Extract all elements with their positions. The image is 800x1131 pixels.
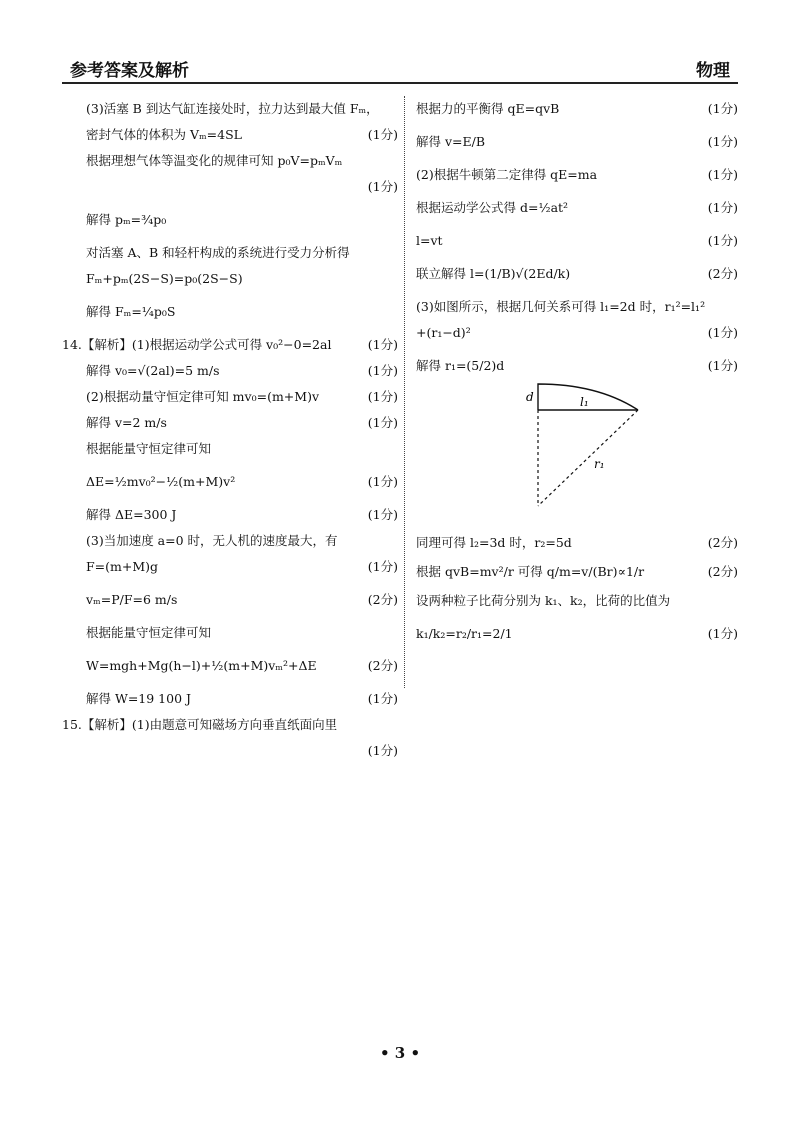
answer-text: 解得 v=2 m/s — [86, 415, 167, 430]
answer-text: W=mgh+Mg(h−l)+½(m+M)vₘ²+ΔE — [86, 658, 317, 673]
answer-line — [416, 294, 738, 320]
answer-text: 同理可得 l₂=3d 时，r₂=5d — [416, 535, 572, 550]
answer-text: ΔE=½mv₀²−½(m+M)v² — [86, 474, 236, 489]
label-d: d — [526, 390, 534, 404]
score-label: (1分) — [367, 363, 398, 378]
answer-text: 根据能量守恒定律可知 — [86, 441, 212, 456]
answer-line — [62, 462, 398, 502]
score-label: (2分) — [367, 658, 398, 673]
geometry-figure — [518, 380, 648, 512]
answer-line — [416, 188, 738, 228]
answer-line — [62, 646, 398, 686]
score-label: (1分) — [707, 358, 738, 373]
answer-line — [62, 620, 398, 646]
answer-line — [416, 588, 738, 614]
score-label: (2分) — [707, 535, 738, 550]
answer-line — [62, 436, 398, 462]
answer-line — [62, 410, 398, 436]
header-title: 参考答案及解析 — [70, 61, 189, 81]
answer-line — [62, 580, 398, 620]
answer-line — [62, 528, 398, 554]
page-number: • 3 • — [379, 1044, 421, 1062]
right-column — [416, 96, 738, 386]
right-column-bottom — [416, 530, 738, 654]
score-label: (1分) — [367, 415, 398, 430]
answer-line — [62, 240, 398, 266]
answer-text: 解得 v₀=√(2al)=5 m/s — [86, 363, 220, 378]
score-label: (1分) — [367, 691, 398, 706]
answer-line — [62, 502, 398, 528]
answer-text: l=vt — [416, 233, 443, 248]
score-label: (1分) — [707, 233, 738, 248]
answer-line — [62, 174, 398, 200]
answer-text: 根据 qvB=mv²/r 可得 q/m=v/(Br)∝1/r — [416, 564, 645, 579]
answer-text: 解得 r₁=(5/2)d — [416, 358, 505, 373]
answer-line — [416, 96, 738, 122]
answer-text: 联立解得 l=(1/B)√(2Ed/k) — [416, 266, 571, 281]
answer-line — [62, 292, 398, 332]
answer-line — [62, 266, 398, 292]
answer-text: (2)根据动量守恒定律可知 mv₀=(m+M)v — [86, 389, 320, 404]
answer-line — [62, 358, 398, 384]
label-r1: r₁ — [594, 457, 605, 471]
answer-line — [62, 554, 398, 580]
score-label: (1分) — [707, 101, 738, 116]
score-label: (1分) — [367, 127, 398, 142]
answer-line — [62, 686, 398, 712]
answer-line — [62, 384, 398, 410]
answer-text: 密封气体的体积为 Vₘ=4SL — [86, 127, 242, 142]
answer-text: 设两种粒子比荷分别为 k₁、k₂，比荷的比值为 — [416, 593, 671, 608]
answer-line — [62, 200, 398, 240]
score-label: (1分) — [367, 337, 398, 352]
score-label: (1分) — [707, 200, 738, 215]
column-divider — [404, 96, 405, 688]
score-label: (1分) — [707, 626, 738, 641]
answer-line — [416, 254, 738, 294]
answer-line — [62, 712, 398, 738]
answer-text: 解得 Fₘ=¼p₀S — [86, 304, 176, 319]
answer-text: Fₘ+pₘ(2S−S)=p₀(2S−S) — [86, 271, 243, 286]
answer-text: 根据运动学公式得 d=½at² — [416, 200, 569, 215]
answer-text: k₁/k₂=r₂/r₁=2/1 — [416, 626, 513, 641]
score-label: (1分) — [367, 389, 398, 404]
answer-text: (2)根据牛顿第二定律得 qE=ma — [416, 167, 598, 182]
answer-line — [416, 614, 738, 654]
answer-text: vₘ=P/F=6 m/s — [86, 592, 178, 607]
answer-text: 14.【解析】(1)根据运动学公式可得 v₀²−0=2al — [62, 337, 332, 352]
radius-r1-dashed — [538, 410, 638, 506]
score-label: (1分) — [367, 743, 398, 758]
answer-line — [62, 738, 398, 764]
answer-line — [62, 96, 398, 122]
answer-text: 根据能量守恒定律可知 — [86, 625, 212, 640]
page-header — [62, 52, 738, 84]
answer-line — [416, 556, 738, 588]
answer-text: (3)活塞 B 到达气缸连接处时，拉力达到最大值 Fₘ， — [86, 101, 379, 116]
answer-line — [416, 162, 738, 188]
answer-text: (3)当加速度 a=0 时，无人机的速度最大，有 — [86, 533, 338, 548]
answer-text: 解得 W=19 100 J — [86, 691, 192, 706]
answer-line — [416, 320, 738, 346]
answer-line — [62, 148, 398, 174]
answer-text: 根据力的平衡得 qE=qvB — [416, 101, 560, 116]
answer-text: 解得 pₘ=¾p₀ — [86, 212, 167, 227]
answer-line — [416, 228, 738, 254]
answer-text: 解得 v=E/B — [416, 134, 486, 149]
left-column — [62, 96, 398, 764]
score-label: (1分) — [367, 559, 398, 574]
score-label: (2分) — [707, 266, 738, 281]
answer-text: 15.【解析】(1)由题意可知磁场方向垂直纸面向里 — [62, 717, 338, 732]
answer-text: +(r₁−d)² — [416, 325, 471, 340]
answer-line — [62, 332, 398, 358]
answer-text: (3)如图所示，根据几何关系可得 l₁=2d 时，r₁²=l₁² — [416, 299, 706, 314]
score-label: (1分) — [707, 167, 738, 182]
label-l1: l₁ — [580, 395, 589, 409]
score-label: (2分) — [707, 564, 738, 579]
score-label: (1分) — [367, 179, 398, 194]
score-label: (1分) — [707, 325, 738, 340]
answer-text: 对活塞 A、B 和轻杆构成的系统进行受力分析得 — [86, 245, 350, 260]
answer-line — [416, 122, 738, 162]
score-label: (1分) — [367, 507, 398, 522]
answer-line — [416, 530, 738, 556]
score-label: (2分) — [367, 592, 398, 607]
answer-text: F=(m+M)g — [86, 559, 159, 574]
header-subject: 物理 — [696, 61, 730, 81]
answer-text: 解得 ΔE=300 J — [86, 507, 177, 522]
answer-text: 根据理想气体等温变化的规律可知 p₀V=pₘVₘ — [86, 153, 343, 168]
answer-line — [62, 122, 398, 148]
score-label: (1分) — [367, 474, 398, 489]
score-label: (1分) — [707, 134, 738, 149]
